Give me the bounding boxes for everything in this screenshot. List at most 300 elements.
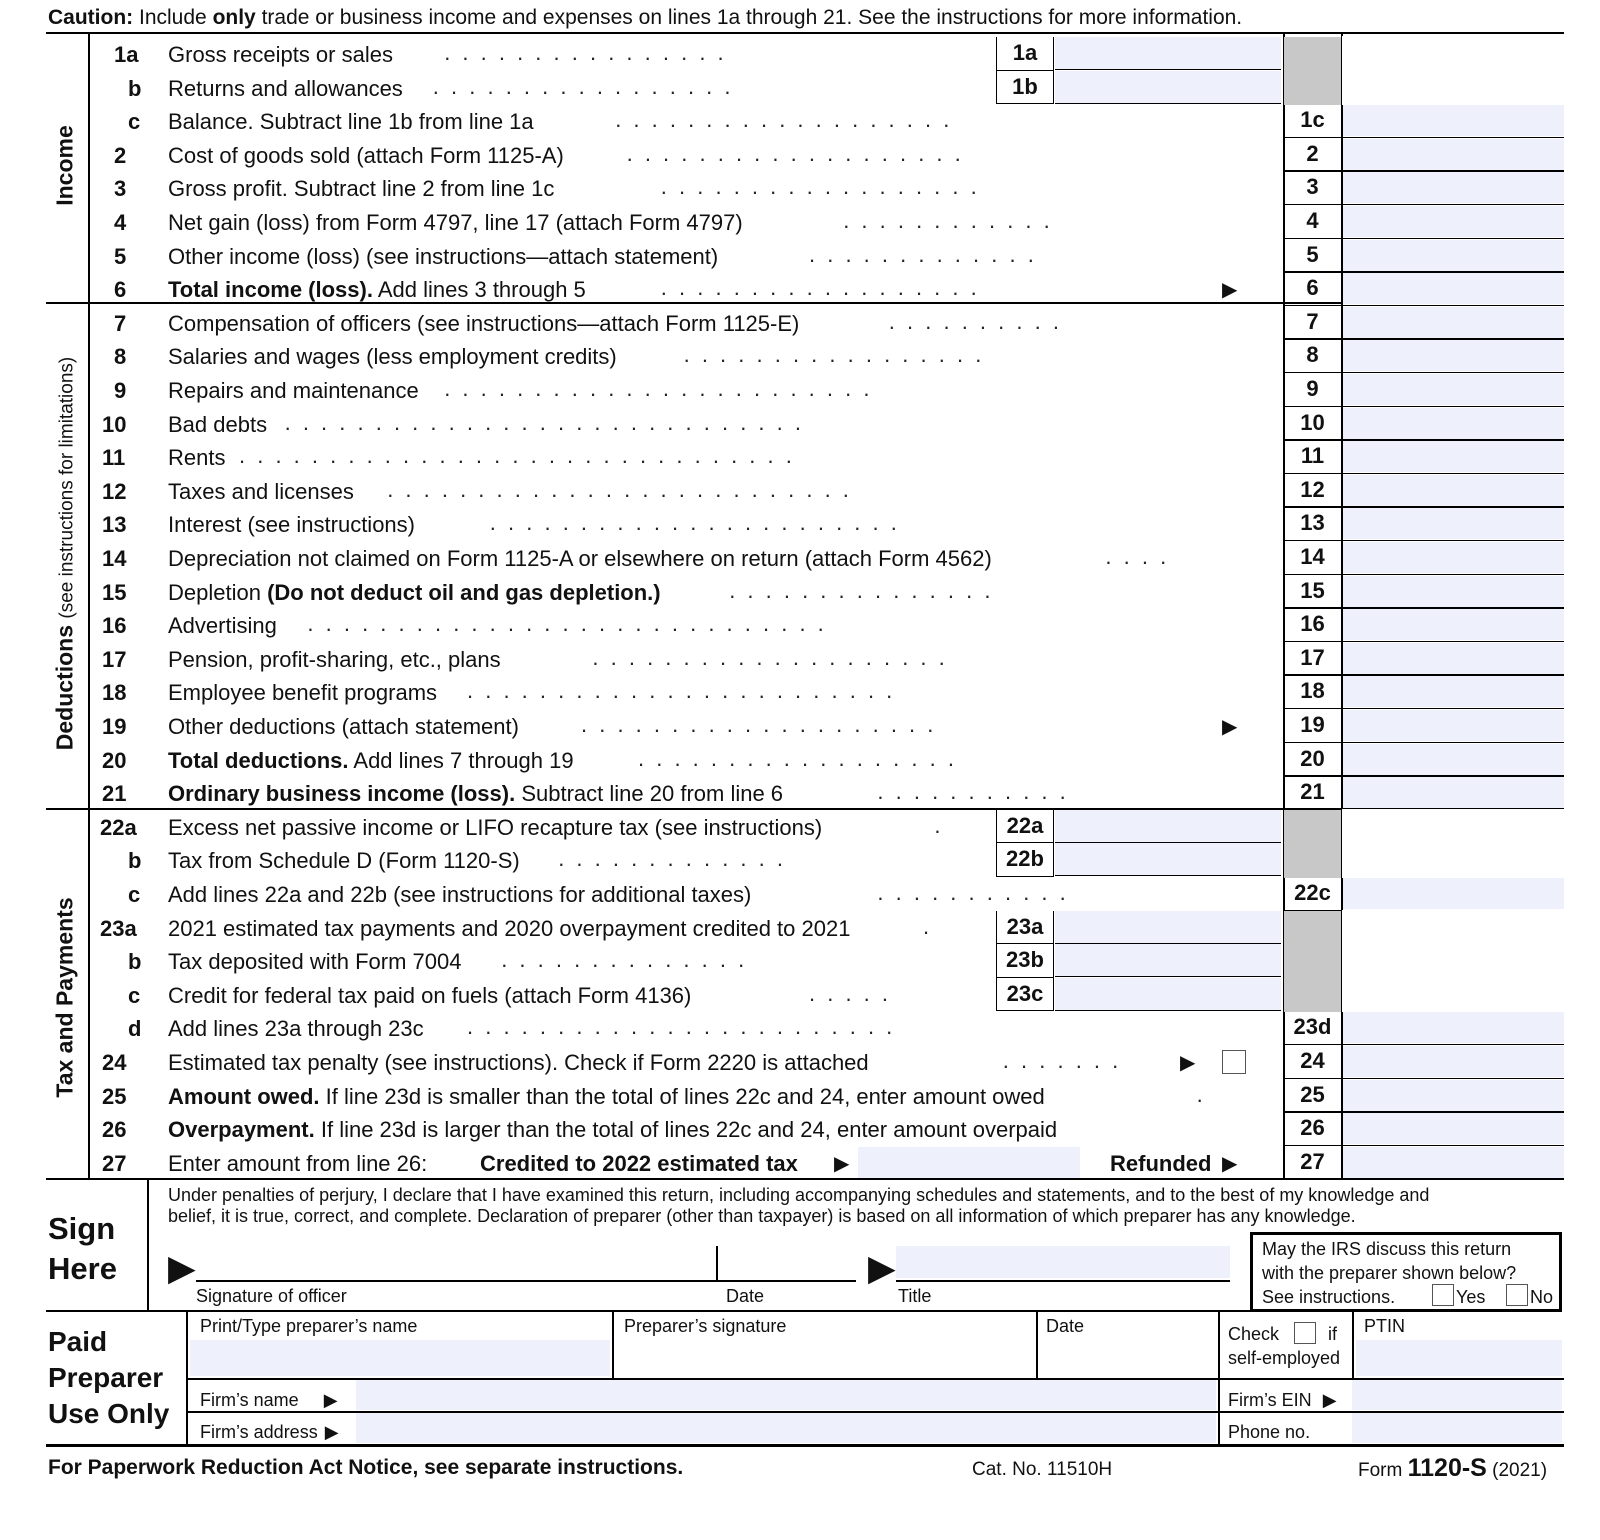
line-label-text: Add lines 22a and 22b (see instructions for additional taxes) <box>168 882 752 907</box>
line-label-bold: Amount owed. <box>168 1083 320 1109</box>
line-17 <box>0 642 1600 676</box>
inner-amount-field[interactable] <box>1055 911 1281 944</box>
line-10 <box>0 407 1600 441</box>
line-6 <box>0 272 1600 306</box>
line-label-text: Taxes and licenses <box>168 478 354 504</box>
line-label <box>168 984 691 1008</box>
preparer-name-label: Print/Type preparer’s name <box>200 1316 418 1336</box>
line-label-text: Interest (see instructions) <box>168 512 415 538</box>
line-23b <box>0 944 1600 978</box>
line-4 <box>0 205 1600 239</box>
amount-field[interactable] <box>1343 340 1564 371</box>
line-1b <box>0 71 1600 105</box>
line-box-label: 27 <box>1300 1148 1325 1174</box>
line-box-label: 18 <box>1300 678 1325 704</box>
preparer-title-1: Paid <box>48 1326 108 1357</box>
sign-title-2: Here <box>48 1251 117 1286</box>
line-label <box>168 144 564 168</box>
line-21 <box>0 776 1600 810</box>
irs-discuss-yes-checkbox[interactable] <box>1432 1284 1454 1306</box>
line-14 <box>0 541 1600 575</box>
line-label-text: Add lines 7 through 19 <box>353 747 574 773</box>
line-label-text: Salaries and wages (less employment credits) <box>168 344 617 370</box>
signature-label: Signature of officer <box>196 1286 347 1306</box>
shaded-cell <box>1284 911 1341 946</box>
amount-field[interactable] <box>1343 542 1564 573</box>
line-number: 18 <box>102 680 127 706</box>
line-label-text: Subtract line 20 from line 6 <box>521 781 784 807</box>
line-number: 21 <box>102 781 127 807</box>
line-label-text: If line 23d is smaller than the total of lines 22c and 24, enter amount owed <box>325 1083 1045 1109</box>
line-number: c <box>128 882 141 907</box>
line-number: 8 <box>114 344 127 370</box>
section-income-label: Income <box>51 125 78 206</box>
ptin-label: PTIN <box>1364 1316 1406 1336</box>
officer-title-field[interactable] <box>896 1246 1230 1278</box>
line-box-label: 21 <box>1300 779 1325 805</box>
inner-box-label: 22b <box>996 843 1054 877</box>
line-label <box>168 883 751 907</box>
amount-field[interactable] <box>1343 508 1564 539</box>
amount-field[interactable] <box>1343 374 1564 405</box>
line-label <box>168 681 437 705</box>
amount-field[interactable] <box>1343 777 1564 808</box>
irs-discuss-yes-label: Yes <box>1456 1287 1486 1307</box>
caution-text-1: Include <box>139 6 207 29</box>
line-label-text: Employee benefit programs <box>168 680 438 706</box>
amount-field[interactable] <box>1343 139 1564 170</box>
caution-line <box>48 6 1242 30</box>
amount-field[interactable] <box>1343 676 1564 707</box>
leader-dots: . . . . . . . . . . . . . . . . . <box>432 74 734 99</box>
line-box-label: 8 <box>1306 342 1319 368</box>
line-label <box>168 1051 869 1075</box>
blank-amount-area <box>1342 943 1564 979</box>
line-15 <box>0 575 1600 609</box>
check-divider <box>1352 1310 1354 1378</box>
irs-discuss-no-label: No <box>1530 1287 1554 1307</box>
leader-dots: . . . . . . . . . . . . . . . . . . . . . . . . <box>467 1015 896 1040</box>
amount-field[interactable] <box>1343 576 1564 607</box>
blank-amount-area <box>1342 70 1564 106</box>
blank-amount-area <box>1342 842 1564 878</box>
firm-ein-label <box>1228 1390 1337 1410</box>
line-box-label: 25 <box>1300 1081 1325 1107</box>
line-box-label: 9 <box>1306 376 1319 401</box>
leader-dots: . . . . . . . . . . . . . . . . . . . . . . . . <box>467 679 896 704</box>
shaded-cell <box>1284 71 1341 106</box>
leader-dots: . . . . . . . . . . <box>888 309 1062 334</box>
line-number: 14 <box>102 546 127 571</box>
leader-dots: . . . . . . . . . . . <box>877 780 1069 805</box>
preparer-date-field[interactable] <box>1038 1340 1218 1376</box>
blank-amount-area <box>1342 910 1564 946</box>
sign-date-field[interactable] <box>718 1246 854 1278</box>
inner-amount-field[interactable] <box>1055 944 1281 977</box>
leader-dots: . . . . . . . . . . . . . . . . . . . . . . . . . . <box>387 477 852 502</box>
line-box-label: 24 <box>1300 1048 1325 1073</box>
amount-field[interactable] <box>1343 1046 1564 1077</box>
firm-address-text: Firm’s address <box>200 1422 318 1442</box>
leader-dots: . . . . . . . . . . . . . . . . . . . <box>615 108 953 133</box>
signature-underline <box>196 1280 856 1282</box>
line-number: 22a <box>100 814 137 840</box>
line-number: 15 <box>102 579 127 605</box>
line-1c <box>0 104 1600 138</box>
line-label <box>168 782 783 806</box>
line-box-label: 17 <box>1300 644 1325 670</box>
caution-only: only <box>212 6 256 29</box>
leader-dots: . <box>1196 1082 1206 1107</box>
officer-signature-field[interactable] <box>196 1246 716 1278</box>
refunded-arrow-icon: ▶ <box>1222 1152 1238 1175</box>
line-box-label: 3 <box>1306 174 1319 200</box>
line-number: b <box>128 848 142 874</box>
line-number: 23a <box>100 915 137 941</box>
line-label <box>168 446 225 470</box>
line-number: 12 <box>102 478 127 504</box>
line-box-label: 6 <box>1306 275 1319 301</box>
line-box-label: 20 <box>1300 745 1325 771</box>
shaded-cell <box>1284 810 1341 845</box>
line-number: 6 <box>114 277 127 303</box>
line-number: 13 <box>102 512 127 538</box>
amount-field[interactable] <box>1343 408 1564 439</box>
line-box-label: 23d <box>1293 1014 1332 1040</box>
line-label-bold-after: (Do not deduct oil and gas depletion.) <box>267 579 661 605</box>
line-label <box>168 77 403 101</box>
line-label-text: Pension, profit-sharing, etc., plans <box>168 646 501 672</box>
line-label <box>168 547 992 571</box>
amount-field[interactable] <box>1343 206 1564 237</box>
firm-name-field[interactable] <box>356 1380 1216 1410</box>
line-label-text: Other income (loss) (see instructions—attach statement) <box>168 243 719 269</box>
shaded-cell <box>1284 944 1341 979</box>
line-number: 9 <box>114 378 127 403</box>
line-box-label: 2 <box>1306 140 1319 166</box>
line-label-text: 2021 estimated tax payments and 2020 overpayment credited to 2021 <box>168 915 851 941</box>
line-label <box>168 480 354 504</box>
phone-field[interactable] <box>1352 1413 1562 1443</box>
deductions-title: Deductions <box>51 625 78 751</box>
line-8 <box>0 339 1600 373</box>
form-2220-checkbox[interactable] <box>1222 1050 1246 1074</box>
line-label-text: Compensation of officers (see instructions—attach Form 1125-E) <box>168 310 800 336</box>
firm-address-label <box>200 1422 339 1442</box>
line-label <box>168 312 799 336</box>
line-23c <box>0 978 1600 1012</box>
leader-dots: . . . . . . . . . . . . . . . . . . <box>638 746 957 771</box>
line-label <box>168 1085 1045 1109</box>
leader-dots: . . . . . . . . . . . . . <box>558 847 786 872</box>
line-label <box>168 379 419 403</box>
leader-dots: . . . . . . . . . . . . . <box>809 242 1037 267</box>
cat-number: Cat. No. 11510H <box>972 1459 1113 1480</box>
sign-arrow-icon: ▶ <box>168 1247 196 1288</box>
line-11 <box>0 440 1600 474</box>
line-label <box>168 614 277 638</box>
line-box-label: 7 <box>1306 308 1319 334</box>
line-label <box>168 581 661 605</box>
line-22b <box>0 843 1600 877</box>
amount-field[interactable] <box>1343 307 1564 338</box>
firm-name-arrow-icon: ▶ <box>323 1390 338 1410</box>
irs-discuss-line-1: May the IRS discuss this return <box>1262 1239 1512 1259</box>
line-box-label: 19 <box>1300 712 1325 737</box>
line-number: 3 <box>114 176 127 202</box>
inner-box-label: 23b <box>996 944 1054 978</box>
line-box-label: 22c <box>1294 880 1331 905</box>
line-label-text: Add lines 23a through 23c <box>168 1016 424 1042</box>
inner-amount-field[interactable] <box>1055 843 1281 876</box>
firm-ein-arrow-icon: ▶ <box>1322 1390 1337 1410</box>
line-label-bold: Ordinary business income (loss). <box>168 781 516 807</box>
line-box-label: 14 <box>1300 544 1325 569</box>
line-27 <box>0 1146 1600 1180</box>
line-1a <box>0 37 1600 71</box>
line-label <box>168 110 534 134</box>
leader-dots: . . . . . . . . . . . . . . . . . . . <box>626 141 964 166</box>
line-number: 5 <box>114 243 127 269</box>
line-box-label: 26 <box>1300 1115 1325 1141</box>
amount-field[interactable] <box>1343 273 1564 304</box>
leader-dots: . <box>923 914 933 939</box>
amount-field[interactable] <box>1343 1147 1564 1178</box>
line-label <box>168 849 520 873</box>
line-20 <box>0 743 1600 777</box>
leader-dots: . . . . . . . . . . . . . . . . . . . . . . . . <box>444 377 873 401</box>
preparer-signature-field[interactable] <box>614 1340 1034 1376</box>
amount-field[interactable] <box>1343 475 1564 506</box>
preparer-signature-label: Preparer’s signature <box>624 1316 787 1336</box>
line-label-text: Net gain (loss) from Form 4797, line 17 (attach Form 4797) <box>168 210 743 235</box>
line-label <box>168 513 415 537</box>
line-label-bold: Overpayment. <box>168 1117 315 1143</box>
form-year: (2021) <box>1492 1460 1548 1481</box>
line-label <box>168 177 554 201</box>
inner-box-label: 1b <box>996 71 1054 105</box>
line-label <box>168 917 850 941</box>
line-label-text: Depreciation not claimed on Form 1125-A or elsewhere on return (attach Form 4562) <box>168 546 992 571</box>
leader-dots: . . . . . . . . . . . . <box>843 209 1053 233</box>
form-prefix: Form <box>1358 1460 1403 1481</box>
line-label-text: Bad debts <box>168 411 268 437</box>
line-label-text: Balance. Subtract line 1b from line 1a <box>168 109 534 135</box>
amount-field[interactable] <box>1343 609 1564 640</box>
self-employed-checkbox[interactable] <box>1294 1322 1316 1344</box>
line-22a <box>0 810 1600 844</box>
line-label-text: Add lines 3 through 5 <box>377 277 586 303</box>
line-label-text: If line 23d is larger than the total of lines 22c and 24, enter amount overpaid <box>320 1117 1058 1143</box>
sign-col-divider <box>147 1178 149 1310</box>
leader-dots: . . . . <box>1105 545 1170 569</box>
line-26 <box>0 1112 1600 1146</box>
line-25 <box>0 1079 1600 1113</box>
section-tax-label: Tax and Payments <box>51 897 78 1098</box>
line-16 <box>0 608 1600 642</box>
credited-arrow-icon: ▶ <box>834 1152 850 1175</box>
firm-address-field[interactable] <box>356 1413 1216 1443</box>
preparer-date-label: Date <box>1046 1316 1085 1336</box>
leader-dots: . . . . . . . <box>1002 1049 1122 1073</box>
line-label-text: Other deductions (attach statement) <box>168 714 519 739</box>
line-label <box>168 648 501 672</box>
amount-field[interactable] <box>1343 172 1564 203</box>
line-label <box>168 1017 424 1041</box>
if-label: if <box>1328 1324 1337 1344</box>
leader-dots: . <box>934 813 944 838</box>
preparer-name-field[interactable] <box>190 1340 610 1376</box>
sign-date-label: Date <box>726 1286 765 1306</box>
line-13 <box>0 507 1600 541</box>
line-23d <box>0 1011 1600 1045</box>
line-box-label: 5 <box>1306 241 1319 267</box>
leader-dots: . . . . . . . . . . . . . . <box>501 948 748 973</box>
firm-address-arrow-icon: ▶ <box>324 1422 339 1442</box>
amount-field[interactable] <box>1343 878 1564 909</box>
line-label-text: Advertising <box>168 613 277 639</box>
line-12 <box>0 474 1600 508</box>
amount-field[interactable] <box>1343 240 1564 271</box>
amount-field[interactable] <box>1343 441 1564 472</box>
amount-field[interactable] <box>1343 643 1564 674</box>
form-id <box>1358 1454 1547 1485</box>
amount-field[interactable] <box>1343 1012 1564 1043</box>
line-label-text: Cost of goods sold (attach Form 1125-A) <box>168 142 564 168</box>
amount-field[interactable] <box>1343 1080 1564 1111</box>
sign-title-1: Sign <box>48 1211 116 1246</box>
preparer-title-2: Preparer <box>48 1362 164 1393</box>
line-label <box>168 1118 1057 1142</box>
form-number: 1120-S <box>1407 1454 1487 1482</box>
paperwork-notice: For Paperwork Reduction Act Notice, see separate instructions. <box>48 1456 684 1479</box>
blank-amount-area <box>1342 36 1564 72</box>
line-label-bold: Total income (loss). <box>168 277 373 303</box>
line-number: 16 <box>102 613 127 639</box>
line-24 <box>0 1045 1600 1079</box>
shaded-cell <box>1284 37 1341 72</box>
leader-dots: . . . . . . . . . . . . . . . . . . . . . . . . . . . . . <box>284 410 804 435</box>
inner-amount-field[interactable] <box>1055 37 1281 70</box>
inner-amount-field[interactable] <box>1055 978 1281 1011</box>
ptin-field[interactable] <box>1356 1340 1562 1376</box>
self-employed-label: self-employed <box>1228 1348 1341 1368</box>
line-label-bold: Total deductions. <box>168 747 349 773</box>
line-number: 2 <box>114 142 127 168</box>
inner-amount-field[interactable] <box>1055 71 1281 104</box>
line-23a <box>0 911 1600 945</box>
line-label-text: Depletion <box>168 579 261 605</box>
amount-field[interactable] <box>1343 105 1564 136</box>
line-number: b <box>128 949 142 975</box>
line-box-label: 12 <box>1300 476 1325 502</box>
amount-field[interactable] <box>1343 1113 1564 1144</box>
leader-dots: . . . . . . . . . . . . . . . . . . . . <box>592 645 948 670</box>
declaration-line-2: belief, it is true, correct, and complete. Declaration of preparer (other than taxpayer) is based on all information of which preparer has any knowledge. <box>168 1206 1356 1226</box>
inner-amount-field[interactable] <box>1055 810 1281 843</box>
leader-dots: . . . . . . . . . . . . . . . . <box>444 41 727 65</box>
credited-label: Credited to 2022 estimated tax <box>480 1150 798 1176</box>
leader-dots: . . . . . . . . . . . . . . . . . . . . . . . <box>489 511 900 536</box>
shaded-cell <box>1284 843 1341 878</box>
refunded-label: Refunded <box>1110 1150 1212 1176</box>
line-label-text: Credit for federal tax paid on fuels (attach Form 4136) <box>168 982 692 1008</box>
phone-label: Phone no. <box>1228 1422 1311 1442</box>
preparer-col-divider <box>186 1310 188 1444</box>
preparer-date-divider <box>1218 1310 1220 1444</box>
line-box-label: 15 <box>1300 577 1325 603</box>
total-arrow-icon: ▶ <box>1222 716 1238 738</box>
leader-dots: . . . . . <box>809 981 892 1006</box>
title-underline <box>896 1280 1230 1282</box>
credited-amount-field[interactable] <box>858 1147 1080 1179</box>
line-number: b <box>128 75 142 101</box>
inner-box-label: 23a <box>996 911 1054 945</box>
line-number: 7 <box>114 310 127 336</box>
line-label <box>168 413 267 437</box>
line-number: 20 <box>102 747 127 773</box>
shaded-cell <box>1284 978 1341 1013</box>
total-arrow-icon: ▶ <box>1222 279 1238 302</box>
line-label <box>168 1152 427 1176</box>
check-label: Check <box>1228 1324 1280 1344</box>
inner-box-label: 22a <box>996 810 1054 844</box>
line-box-label: 16 <box>1300 611 1325 637</box>
line-label <box>168 816 822 840</box>
sign-bottom-rule <box>46 1310 1250 1312</box>
line-label-text: Gross receipts or sales <box>168 42 393 67</box>
line-box-label: 1c <box>1300 107 1325 133</box>
inner-box-label: 23c <box>996 978 1054 1012</box>
deductions-note: (see instructions for limitations) <box>56 356 78 619</box>
line-3 <box>0 171 1600 205</box>
amount-field[interactable] <box>1343 710 1564 741</box>
line-19 <box>0 709 1600 743</box>
line-label <box>168 950 462 974</box>
line-label-text: Repairs and maintenance <box>168 378 419 403</box>
line-label-text: Gross profit. Subtract line 2 from line 1c <box>168 176 555 202</box>
line-label-text: Tax from Schedule D (Form 1120-S) <box>168 848 520 874</box>
inner-box-label: 1a <box>996 37 1054 71</box>
title-label: Title <box>898 1286 932 1306</box>
line-label <box>168 211 743 235</box>
line-number: 1a <box>114 42 139 67</box>
leader-dots: . . . . . . . . . . . . . . . . . . . . . . . . . . . . . . . <box>239 444 795 469</box>
blank-amount-area <box>1342 809 1564 845</box>
top-rule <box>46 32 1564 34</box>
amount-field[interactable] <box>1343 744 1564 775</box>
leader-dots: . . . . . . . . . . . <box>877 881 1069 905</box>
line-label-text: Tax deposited with Form 7004 <box>168 949 462 975</box>
declaration-line-1: Under penalties of perjury, I declare that I have examined this return, including accompanying schedules and statements, and to the best of my knowledge and <box>168 1185 1430 1205</box>
line-box-label: 4 <box>1306 208 1319 233</box>
line-number: 4 <box>114 210 127 235</box>
irs-discuss-no-checkbox[interactable] <box>1506 1284 1528 1306</box>
line-18 <box>0 675 1600 709</box>
line-9 <box>0 373 1600 407</box>
caution-label: Caution: <box>48 6 134 29</box>
line-label-text: Enter amount from line 26: <box>168 1150 428 1176</box>
leader-dots: . . . . . . . . . . . . . . . . . . . . . . . . . . . . . <box>307 612 827 637</box>
leader-dots: . . . . . . . . . . . . . . . . . <box>683 343 985 368</box>
leader-dots: . . . . . . . . . . . . . . . . . . <box>660 276 980 301</box>
line-number: 25 <box>102 1083 127 1109</box>
line-number: 17 <box>102 646 127 672</box>
form-2220-arrow-icon: ▶ <box>1180 1052 1196 1074</box>
leader-dots: . . . . . . . . . . . . . . . . . . . . <box>581 713 937 737</box>
line-label <box>168 245 718 269</box>
firm-ein-field[interactable] <box>1352 1380 1562 1410</box>
